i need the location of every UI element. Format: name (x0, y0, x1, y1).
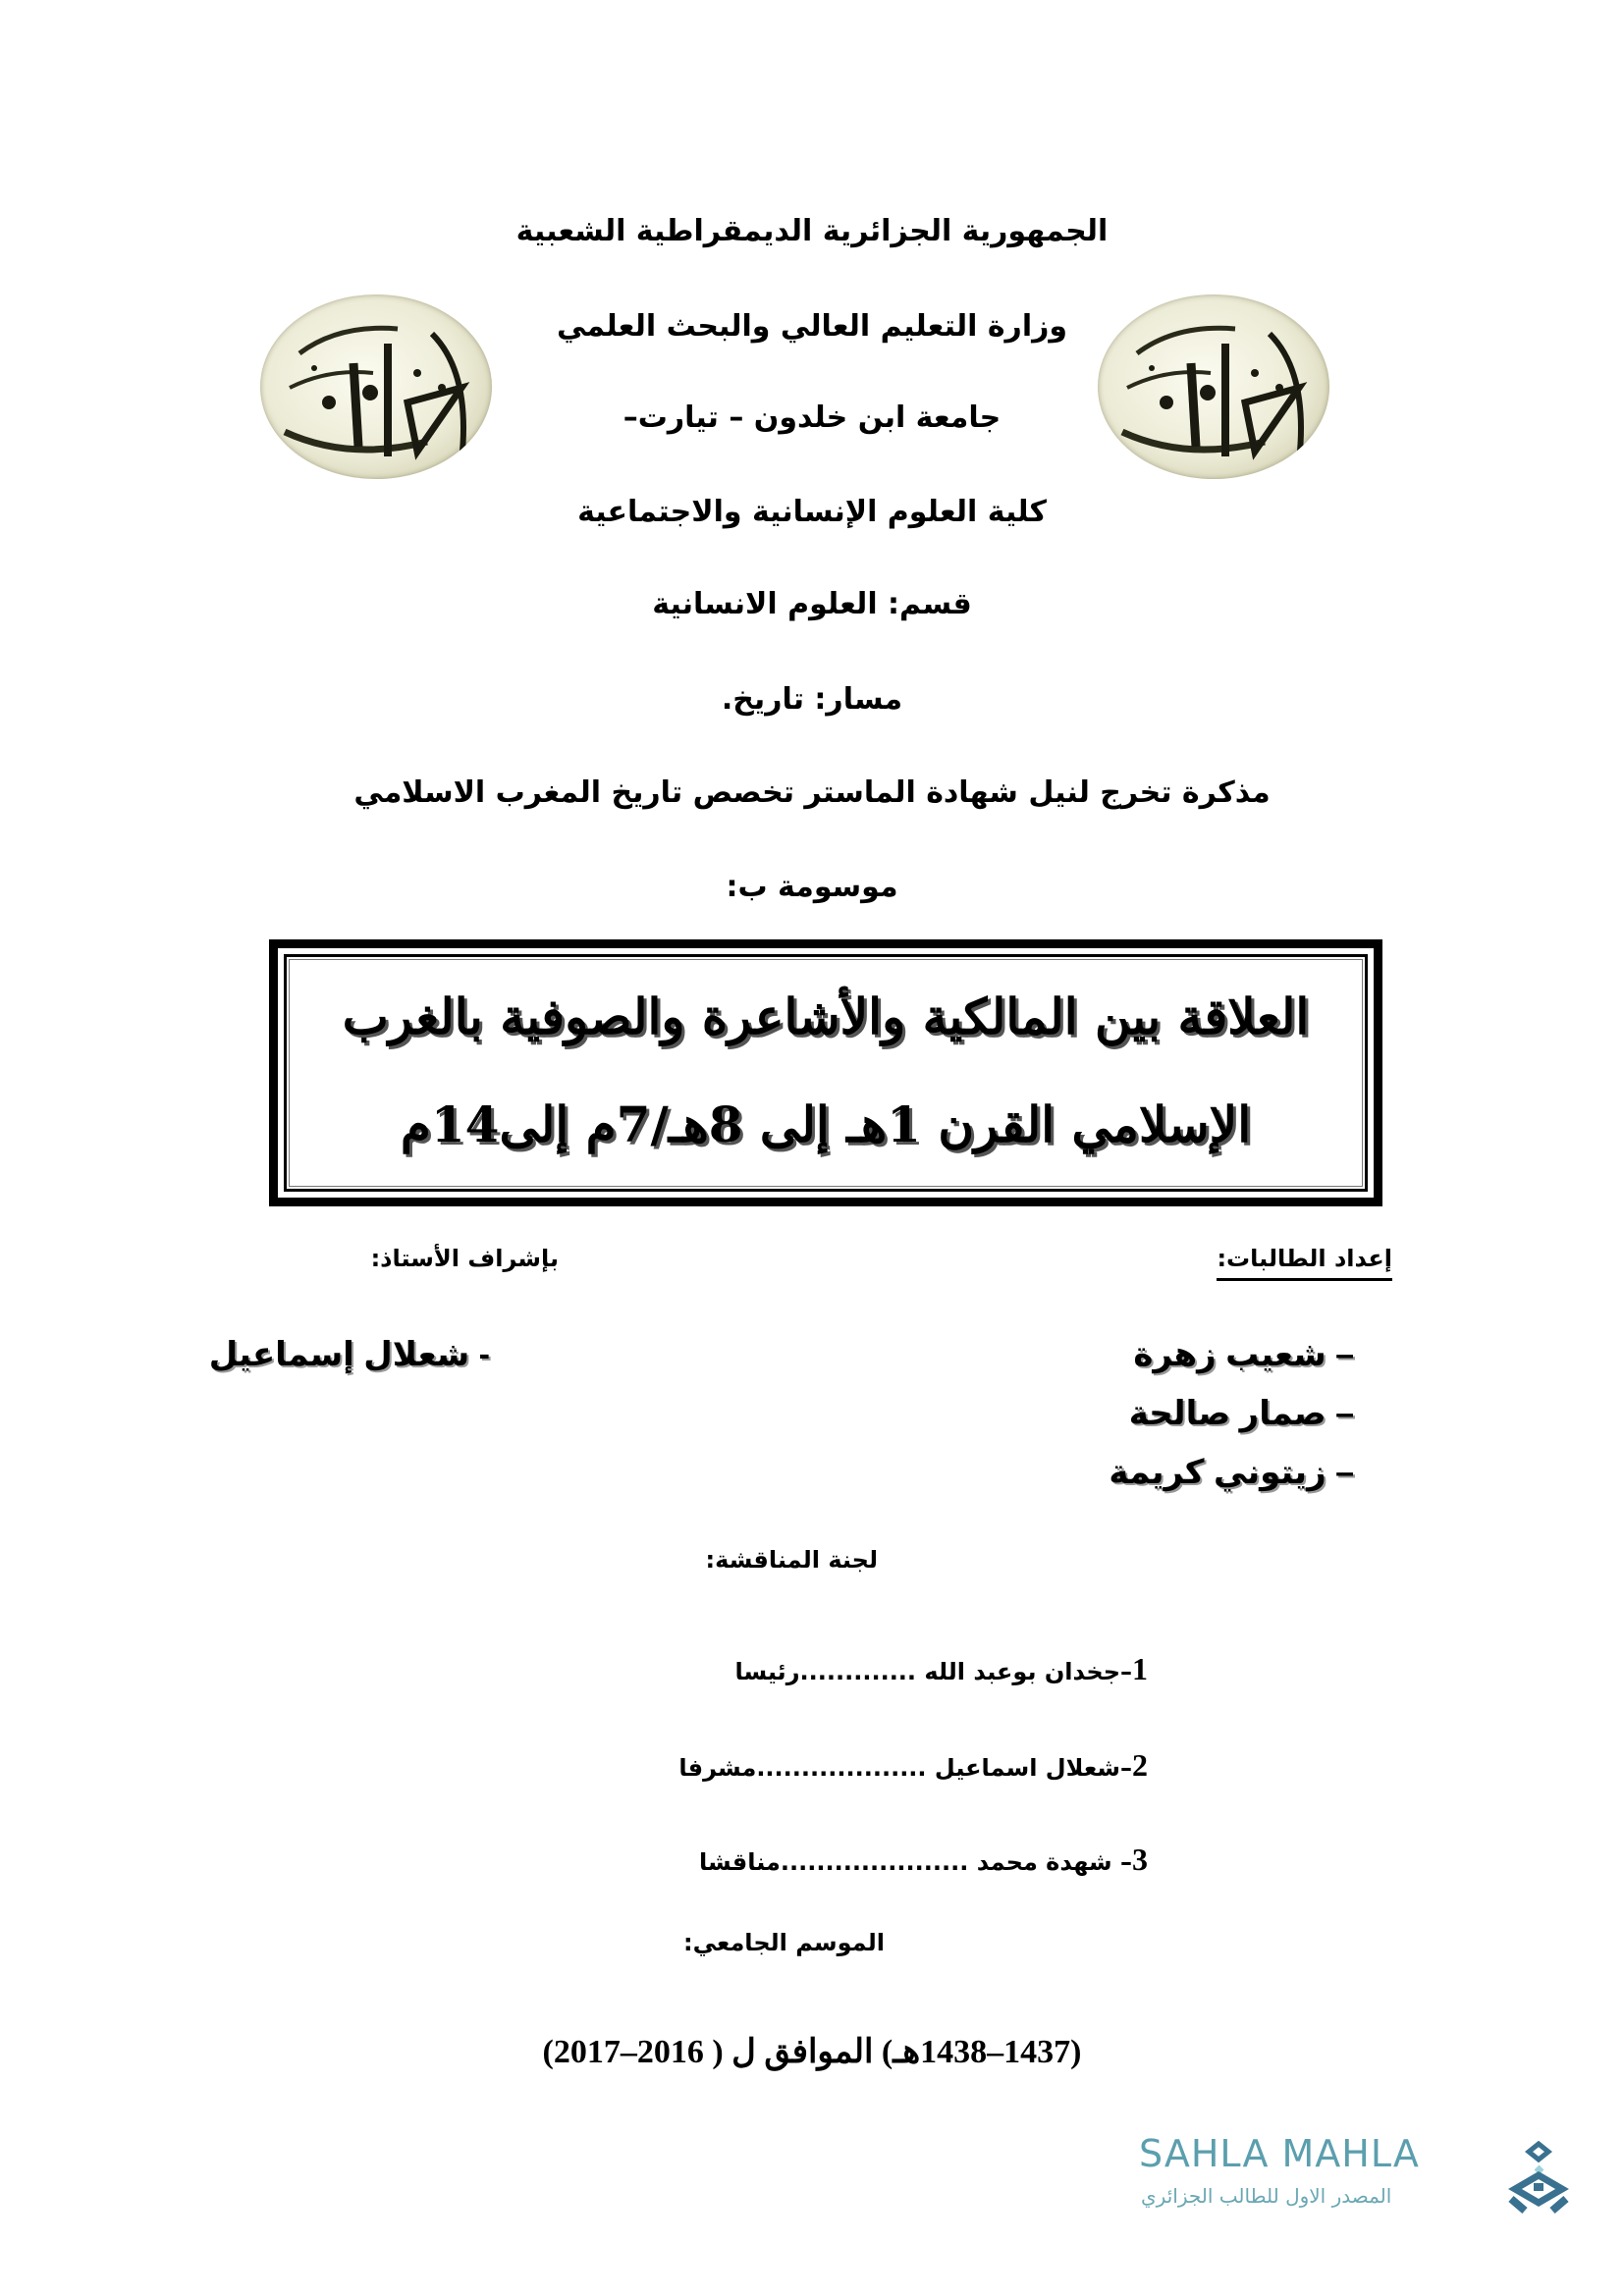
faculty-name: كلية العلوم الإنسانية والاجتماعية (577, 495, 1047, 529)
committee-member-3: 3– شهدة محمد .....................مناقشا (699, 1842, 1148, 1877)
committee-label: لجنة المناقشة: (705, 1546, 878, 1574)
sahla-mahla-logo-icon (1507, 2140, 1571, 2218)
committee-member-2: 2–شعلال اسماعيل ...................مشرفا (678, 1747, 1148, 1783)
watermark-tagline: المصدر الاول للطالب الجزائري (1141, 2184, 1392, 2208)
thesis-title-line-2: الإسلامي القرن 1هـ إلى 8هـ/7م إلى14م (400, 1095, 1252, 1153)
department-name: قسم: العلوم الانسانية (652, 587, 972, 621)
academic-year-label: الموسم الجامعي: (683, 1929, 885, 1956)
student-name-2: – صمار صالحة (1128, 1395, 1354, 1432)
supervisor-name: - شعلال إسماعيل (208, 1336, 490, 1373)
university-name: جامعة ابن خلدون – تيارت– (623, 400, 1001, 435)
academic-year-value: (1437–1438هـ) الموافق ل ( 2016–2017) (542, 2034, 1082, 2070)
students-label: إعداد الطالبات: (1217, 1245, 1392, 1272)
watermark-brand: SAHLA MAHLA (1139, 2132, 1420, 2175)
ministry-name: وزارة التعليم العالي والبحث العلمي (556, 309, 1068, 344)
committee-member-1: 1–جخدان بوعبد الله .............رئيسا (734, 1651, 1148, 1686)
thesis-type: مذكرة تخرج لنيل شهادة الماستر تخصص تاريخ المغرب الاسلامي (353, 775, 1271, 810)
titled-label: موسومة ب: (726, 870, 898, 904)
country-name: الجمهورية الجزائرية الديمقراطية الشعبية (515, 214, 1109, 248)
track-name: مسار: تاريخ. (721, 682, 903, 717)
thesis-title-box (269, 939, 1382, 1206)
student-name-1: – شعيب زهرة (1133, 1336, 1354, 1373)
supervisor-label: بإشراف الأستاذ: (370, 1245, 559, 1272)
thesis-title-line-1: العلاقة بين المالكية والأشاعرة والصوفية بالغرب (342, 988, 1310, 1045)
student-name-3: – زيتوني كريمة (1109, 1454, 1354, 1491)
